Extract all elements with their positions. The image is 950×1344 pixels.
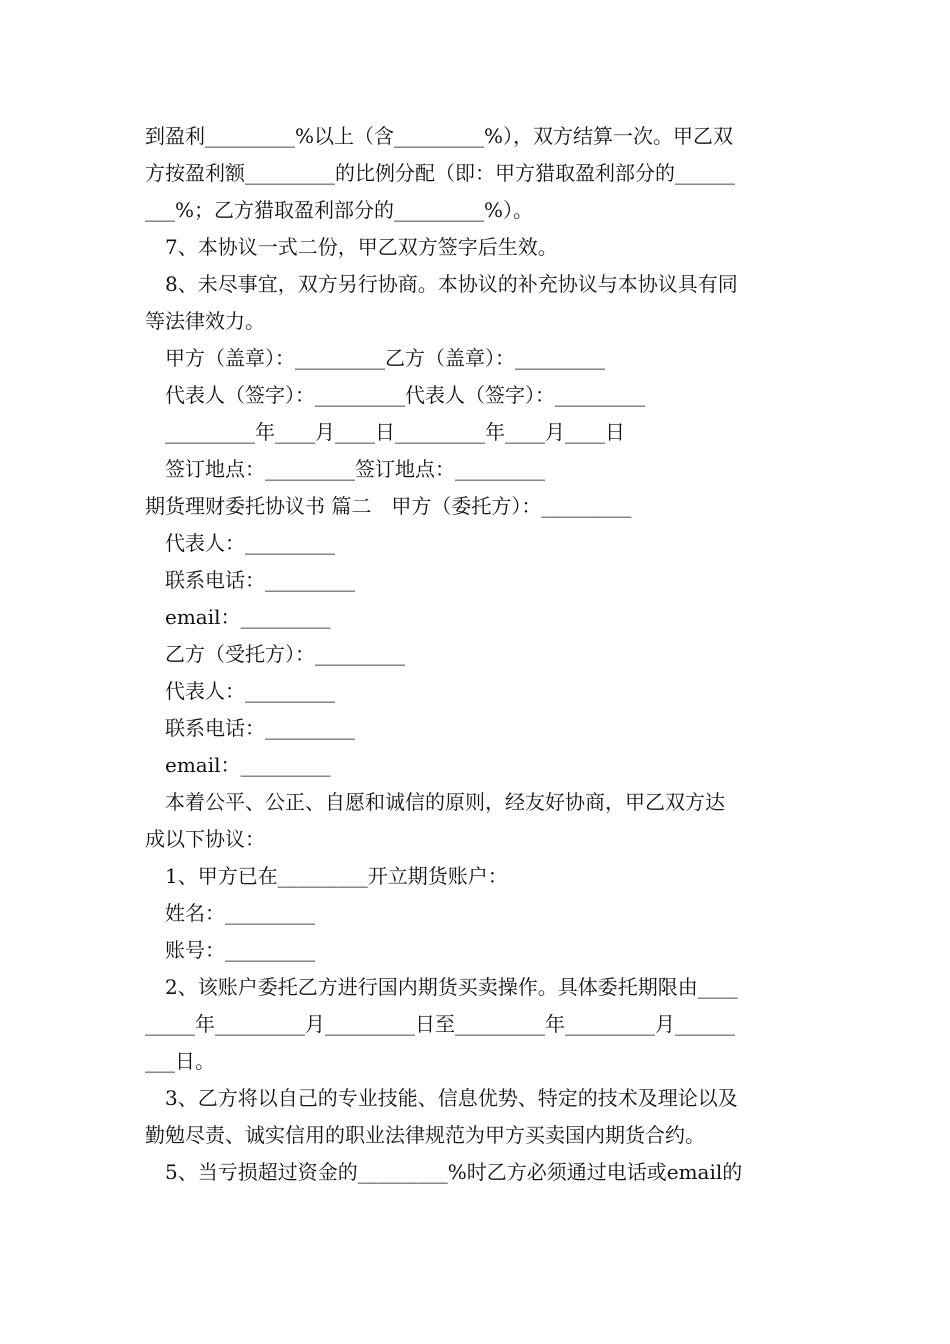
representative-signature-line: 代表人（签字）：_________代表人（签字）：_________ bbox=[165, 383, 645, 407]
text-line: 方按盈利额_________的比例分配（即：甲方猎取盈利部分的______ bbox=[145, 161, 735, 185]
signing-location-line: 签订地点：_________签订地点：_________ bbox=[165, 457, 545, 481]
account-name: 姓名：_________ bbox=[165, 901, 315, 925]
text-line: ___日。 bbox=[145, 1049, 215, 1073]
party-b-line: 乙方（受托方）：_________ bbox=[165, 642, 405, 666]
text-line: 等法律效力。 bbox=[145, 309, 265, 333]
party-b-representative: 代表人：_________ bbox=[165, 679, 335, 703]
party-a-phone: 联系电话：_________ bbox=[165, 568, 355, 592]
text-line: 到盈利_________%以上（含_________%），双方结算一次。甲乙双 bbox=[145, 124, 734, 148]
party-a-email: email：_________ bbox=[165, 605, 331, 629]
date-line: _________年____月____日_________年____月____日 bbox=[165, 420, 625, 444]
clause-1: 1、甲方已在_________开立期货账户： bbox=[165, 864, 508, 888]
preamble: 本着公平、公正、自愿和诚信的原则，经友好协商，甲乙双方达 bbox=[165, 790, 725, 814]
clause-2: 2、该账户委托乙方进行国内期货买卖操作。具体委托期限由____ bbox=[165, 975, 738, 999]
party-a-representative: 代表人：_________ bbox=[165, 531, 335, 555]
clause-3: 3、乙方将以自己的专业技能、信息优势、特定的技术及理论以及 bbox=[165, 1086, 738, 1110]
party-seal-line: 甲方（盖章）：_________乙方（盖章）：_________ bbox=[165, 346, 605, 370]
text-line: 成以下协议： bbox=[145, 827, 265, 851]
text-line: ___%；乙方猎取盈利部分的_________%）。 bbox=[145, 198, 534, 222]
party-b-phone: 联系电话：_________ bbox=[165, 716, 355, 740]
text-line: _____年_________月_________日至_________年_________月______ bbox=[145, 1012, 735, 1036]
account-number: 账号：_________ bbox=[165, 938, 315, 962]
text-line: 勤勉尽责、诚实信用的职业法律规范为甲方买卖国内期货合约。 bbox=[145, 1123, 705, 1147]
section-title-part-two: 期货理财委托协议书 篇二 甲方（委托方）：_________ bbox=[145, 494, 632, 518]
clause-8: 8、未尽事宜，双方另行协商。本协议的补充协议与本协议具有同 bbox=[165, 272, 738, 296]
clause-7: 7、本协议一式二份，甲乙双方签字后生效。 bbox=[165, 235, 558, 259]
document-body bbox=[145, 118, 810, 1191]
clause-5: 5、当亏损超过资金的_________%时乙方必须通过电话或email的 bbox=[165, 1160, 743, 1184]
party-b-email: email：_________ bbox=[165, 753, 331, 777]
